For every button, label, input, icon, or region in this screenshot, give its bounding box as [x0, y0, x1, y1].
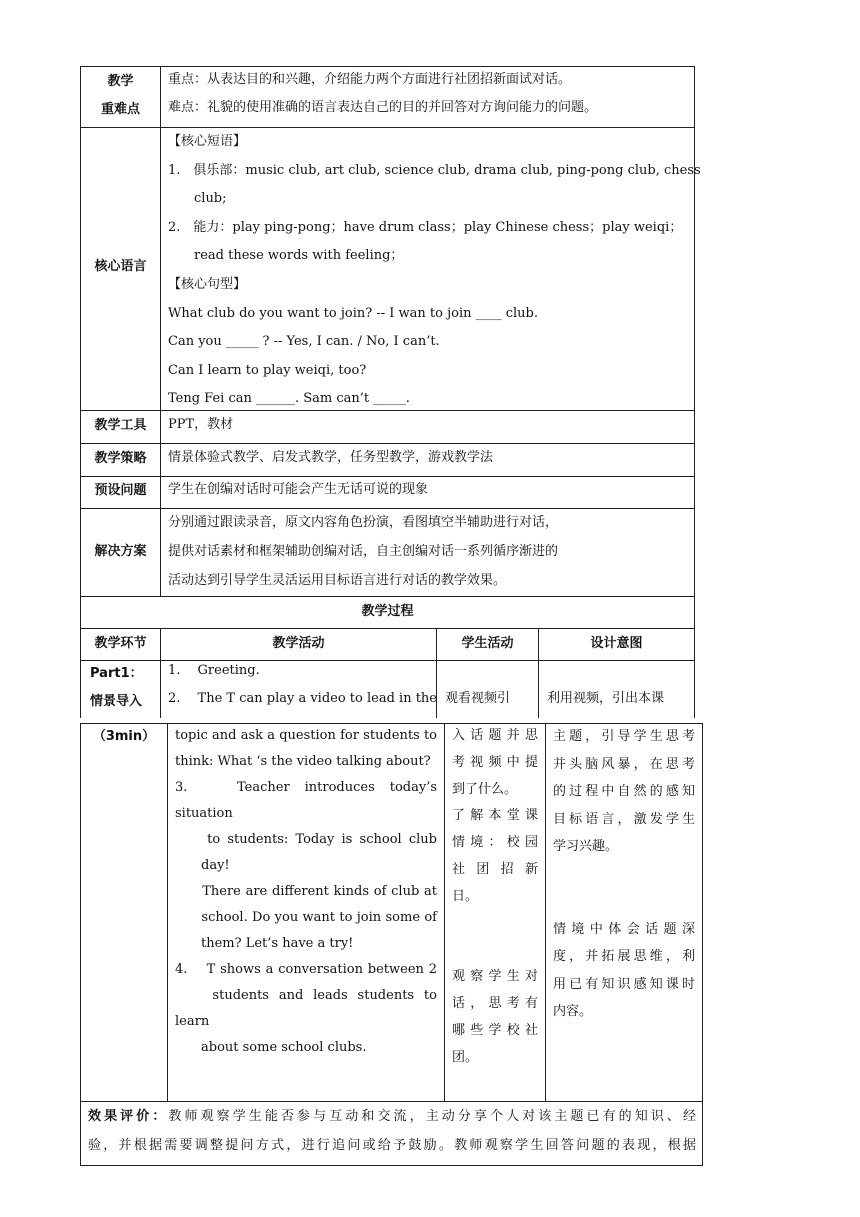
part1-activity: [168, 657, 437, 713]
activity-line: think: What ‘s the video talking about?: [175, 754, 431, 769]
evaluation-line: [88, 1102, 696, 1131]
core-phrases-heading: 【核心短语】: [168, 134, 247, 149]
activity-line: about some school clubs.: [175, 1040, 367, 1055]
activity-line: There are different kinds of club at: [175, 884, 437, 899]
activity-line: day!: [175, 858, 230, 873]
solution-line: 活动达到引导学生灵活运用目标语言进行对话的教学效果。: [168, 573, 507, 588]
label-line: 重难点: [100, 102, 140, 117]
design-line: 用已有知识感知课时: [553, 976, 695, 992]
activity-line: students and leads students to learn: [175, 988, 437, 1029]
part1-student-activity-continued: [452, 723, 538, 1071]
part1-design-intent: 利用视频，引出本课: [547, 691, 665, 706]
design-line: 主题，引导学生思考: [553, 729, 695, 744]
student-line: 日。: [452, 888, 479, 904]
part1-student-activity: 观看视频引: [445, 691, 511, 706]
student-line: 哪些学校社: [452, 1022, 538, 1038]
phrase-line: club;: [194, 191, 227, 207]
student-line: 话，思考有: [452, 995, 538, 1011]
solution-line: 提供对话素材和框架辅助创编对话，自主创编对话一系列循序渐进的: [168, 544, 559, 559]
solution-text: [168, 508, 558, 595]
activity-line: them? Let’s have a try!: [175, 936, 354, 951]
header-student-activity: 学生活动: [461, 636, 514, 651]
activity-line: 1. Greeting.: [168, 663, 260, 678]
teaching-tools-text: PPT，教材: [168, 417, 234, 432]
student-line: 入话题并思: [452, 728, 538, 743]
part1-activity-continued: [175, 723, 437, 1061]
activity-line: school. Do you want to join some of: [175, 910, 437, 925]
evaluation-text: 教师观察学生能否参与互动和交流，主动分享个人对该主题已有的知识、经: [168, 1109, 696, 1124]
part1-stage: [81, 660, 160, 716]
phrase-line: 1. 俱乐部：music club, art club, science club, drama club, ping-pong club, chess: [168, 162, 701, 178]
sentence-line: Can you _____ ? -- Yes, I can. / No, I can’t.: [168, 334, 440, 350]
spacer: [553, 888, 695, 916]
part1-stage-title: Part1：: [90, 666, 143, 681]
design-line: 内容。: [553, 1004, 593, 1019]
solution-line: 分别通过跟读录音，原文内容角色扮演，看图填空半辅助进行对话，: [168, 515, 559, 530]
header-teaching-activity: 教学活动: [272, 636, 325, 651]
label-teaching-tools: 教学工具: [94, 418, 147, 433]
process-title: 教学过程: [361, 604, 414, 619]
sentence-line: Can I learn to play weiqi, too?: [168, 362, 367, 378]
label-preset-problem: 预设问题: [94, 483, 147, 498]
design-line: 目标语言，激发学生: [553, 811, 695, 827]
core-language-text: [168, 128, 701, 414]
core-sentences-heading: 【核心句型】: [168, 276, 247, 292]
sentence-line: What club do you want to join? -- I wan to join ____ club.: [168, 305, 539, 321]
design-line: 度，并拓展思维，利: [553, 949, 695, 964]
design-line: 学习兴趣。: [553, 839, 619, 854]
activity-line: to students: Today is school club: [175, 832, 437, 847]
sentence-line: Teng Fei can ______. Sam can’t _____.: [168, 391, 410, 407]
activity-line: 3. Teacher introduces today’s situation: [175, 780, 437, 821]
student-line: 了解本堂课: [452, 808, 538, 824]
label-solution: 解决方案: [94, 544, 147, 559]
student-line: 到了什么。: [452, 781, 518, 797]
student-line: 情境：校园: [452, 835, 538, 851]
student-line: 考视频中提: [452, 754, 538, 770]
spacer: [553, 861, 695, 889]
student-line: 观察学生对: [452, 969, 538, 985]
part1-design-intent-continued: [553, 723, 695, 1026]
header-design-intent: 设计意图: [590, 636, 643, 651]
evaluation: [88, 1102, 696, 1160]
phrase-line: 2. 能力：play ping-pong；have drum class；play Chinese chess；play weiqi；: [168, 219, 683, 235]
evaluation-line: 验，并根据需要调整提问方式，进行追问或给予鼓励。教师观察学生回答问题的表现，根据: [88, 1138, 696, 1153]
design-line: 并头脑风暴，在思考: [553, 756, 695, 772]
key-points-text: [168, 66, 597, 122]
part1-stage-name: 情景导入: [90, 694, 143, 709]
preset-problem-text: 学生在创编对话时可能会产生无话可说的现象: [168, 482, 429, 497]
header-stage: 教学环节: [94, 636, 147, 651]
activity-line: 2. The T can play a video to lead in the: [168, 691, 438, 706]
part1-duration: （3min）: [92, 729, 156, 744]
phrase-line: read these words with feeling；: [194, 248, 404, 264]
spacer: [452, 937, 538, 964]
spacer: [452, 911, 538, 938]
activity-line: topic and ask a question for students to: [175, 728, 437, 743]
evaluation-label: 效果评价：: [88, 1109, 169, 1124]
student-line: 社 团 招 新: [452, 861, 538, 877]
difficult-point-line: 难点：礼貌的使用准确的语言表达自己的目的并回答对方询问能力的问题。: [168, 100, 598, 115]
design-line: 的过程中自然的感知: [553, 784, 695, 799]
label-key-difficult-points: [81, 68, 160, 124]
student-line: 团。: [452, 1049, 479, 1065]
label-core-language: 核心语言: [94, 259, 147, 274]
design-line: 情境中体会话题深: [553, 921, 695, 937]
key-point-line: 重点：从表达目的和兴趣，介绍能力两个方面进行社团招新面试对话。: [168, 72, 572, 87]
teaching-strategy-text: 情景体验式教学、启发式教学，任务型教学，游戏教学法: [168, 450, 494, 465]
label-teaching-strategy: 教学策略: [94, 451, 147, 466]
label-line: 教学: [107, 74, 134, 89]
activity-line: 4. T shows a conversation between 2: [175, 962, 437, 977]
